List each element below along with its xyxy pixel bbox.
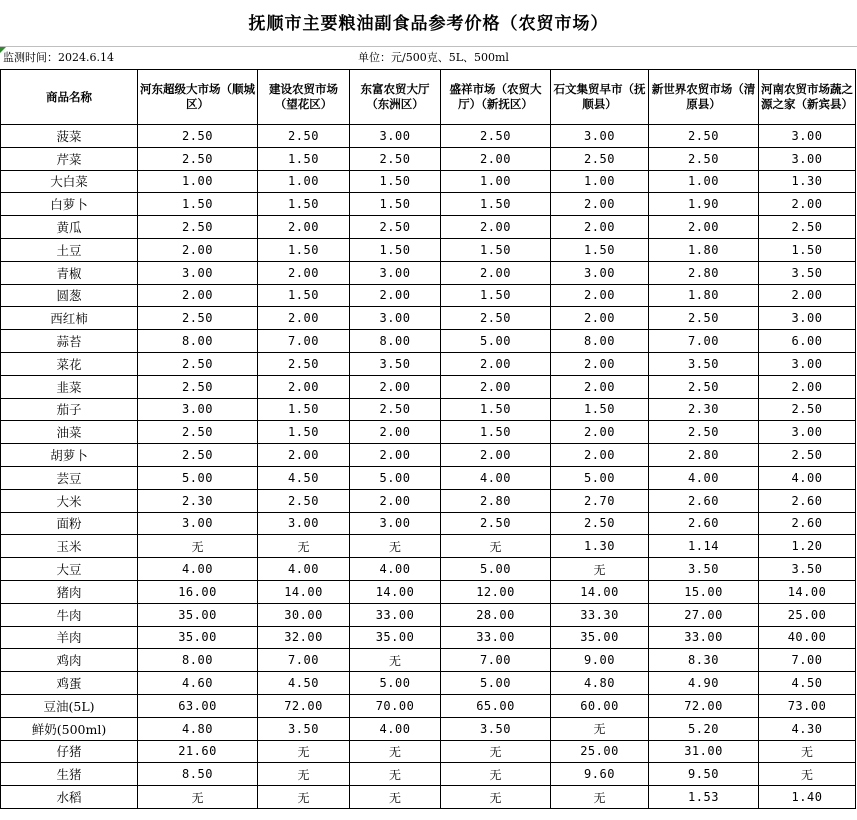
price-cell: 14.00 xyxy=(258,580,350,603)
price-cell: 8.50 xyxy=(138,763,258,786)
table-row xyxy=(1,238,856,261)
price-cell: 7.00 xyxy=(649,330,759,353)
price-cell: 1.80 xyxy=(649,284,759,307)
price-cell: 4.80 xyxy=(138,717,258,740)
price-cell: 70.00 xyxy=(350,694,441,717)
price-cell: 1.14 xyxy=(649,535,759,558)
price-cell: 1.80 xyxy=(649,238,759,261)
price-cell: 2.00 xyxy=(350,421,441,444)
price-cell: 无 xyxy=(350,649,441,672)
price-cell: 2.00 xyxy=(441,352,551,375)
item-name-cell: 面粉 xyxy=(1,512,138,535)
price-cell: 无 xyxy=(138,535,258,558)
price-cell: 2.50 xyxy=(138,421,258,444)
price-cell: 2.00 xyxy=(441,444,551,467)
price-cell: 8.30 xyxy=(649,649,759,672)
price-cell: 35.00 xyxy=(551,626,649,649)
price-cell: 25.00 xyxy=(551,740,649,763)
price-cell: 1.00 xyxy=(441,170,551,193)
price-cell: 2.00 xyxy=(649,216,759,239)
price-cell: 1.50 xyxy=(138,193,258,216)
price-cell: 3.50 xyxy=(258,717,350,740)
price-cell: 无 xyxy=(551,786,649,809)
price-cell: 8.00 xyxy=(138,649,258,672)
item-name-cell: 黄瓜 xyxy=(1,216,138,239)
table-row xyxy=(1,558,856,581)
price-cell: 1.50 xyxy=(258,193,350,216)
price-cell: 4.90 xyxy=(649,672,759,695)
price-cell: 63.00 xyxy=(138,694,258,717)
price-cell: 2.00 xyxy=(350,284,441,307)
item-name-cell: 土豆 xyxy=(1,238,138,261)
price-cell: 35.00 xyxy=(138,603,258,626)
price-cell: 1.00 xyxy=(138,170,258,193)
item-name-cell: 大米 xyxy=(1,489,138,512)
price-cell: 1.50 xyxy=(258,147,350,170)
item-name-cell: 牛肉 xyxy=(1,603,138,626)
price-cell: 2.50 xyxy=(138,307,258,330)
price-cell: 4.00 xyxy=(138,558,258,581)
table-row xyxy=(1,284,856,307)
price-cell: 9.50 xyxy=(649,763,759,786)
table-row xyxy=(1,740,856,763)
price-cell: 4.60 xyxy=(138,672,258,695)
table-row xyxy=(1,193,856,216)
price-cell: 1.50 xyxy=(441,284,551,307)
price-cell: 2.00 xyxy=(759,375,856,398)
price-cell: 2.50 xyxy=(759,398,856,421)
price-cell: 3.50 xyxy=(649,352,759,375)
item-name-cell: 豆油(5L) xyxy=(1,694,138,717)
item-name-cell: 胡萝卜 xyxy=(1,444,138,467)
price-cell: 2.00 xyxy=(350,375,441,398)
table-row xyxy=(1,330,856,353)
item-name-cell: 西红柿 xyxy=(1,307,138,330)
price-cell: 2.00 xyxy=(441,375,551,398)
table-row xyxy=(1,512,856,535)
price-cell: 1.50 xyxy=(551,398,649,421)
price-cell: 2.50 xyxy=(138,444,258,467)
price-cell: 2.50 xyxy=(649,147,759,170)
price-cell: 2.00 xyxy=(138,284,258,307)
price-cell: 5.00 xyxy=(441,558,551,581)
table-row xyxy=(1,466,856,489)
item-name-cell: 大白菜 xyxy=(1,170,138,193)
page-title: 抚顺市主要粮油副食品参考价格（农贸市场） xyxy=(248,14,609,34)
table-row xyxy=(1,535,856,558)
price-cell: 1.20 xyxy=(759,535,856,558)
price-cell: 1.50 xyxy=(258,398,350,421)
price-cell: 无 xyxy=(551,717,649,740)
column-header-market: 河南农贸市场蔬之源之家（新宾县） xyxy=(759,70,856,125)
price-cell: 72.00 xyxy=(258,694,350,717)
price-cell: 3.00 xyxy=(551,261,649,284)
item-name-cell: 青椒 xyxy=(1,261,138,284)
price-cell: 2.50 xyxy=(138,125,258,148)
price-cell: 4.30 xyxy=(759,717,856,740)
price-cell: 1.53 xyxy=(649,786,759,809)
price-cell: 6.00 xyxy=(759,330,856,353)
price-cell: 2.00 xyxy=(551,307,649,330)
price-cell: 2.80 xyxy=(649,261,759,284)
column-header-market: 盛祥市场（农贸大厅）（新抚区） xyxy=(441,70,551,125)
price-cell: 3.00 xyxy=(759,421,856,444)
price-cell: 2.00 xyxy=(258,444,350,467)
price-cell: 2.50 xyxy=(350,216,441,239)
price-cell: 9.00 xyxy=(551,649,649,672)
price-cell: 2.50 xyxy=(441,125,551,148)
table-row xyxy=(1,261,856,284)
price-cell: 12.00 xyxy=(441,580,551,603)
price-cell: 2.00 xyxy=(138,238,258,261)
price-cell: 3.00 xyxy=(258,512,350,535)
table-row xyxy=(1,307,856,330)
price-cell: 5.00 xyxy=(350,672,441,695)
column-header-market: 东富农贸大厅（东洲区） xyxy=(350,70,441,125)
price-cell: 1.50 xyxy=(441,421,551,444)
price-cell: 60.00 xyxy=(551,694,649,717)
price-cell: 无 xyxy=(350,535,441,558)
price-cell: 30.00 xyxy=(258,603,350,626)
price-cell: 1.00 xyxy=(649,170,759,193)
price-cell: 2.30 xyxy=(649,398,759,421)
price-cell: 1.50 xyxy=(258,421,350,444)
price-cell: 2.50 xyxy=(441,307,551,330)
item-name-cell: 白萝卜 xyxy=(1,193,138,216)
price-cell: 无 xyxy=(441,535,551,558)
price-cell: 2.00 xyxy=(350,444,441,467)
price-cell: 3.50 xyxy=(649,558,759,581)
item-name-cell: 鸡肉 xyxy=(1,649,138,672)
price-cell: 4.50 xyxy=(258,466,350,489)
meta-row xyxy=(0,46,857,69)
price-cell: 2.50 xyxy=(138,147,258,170)
price-cell: 无 xyxy=(138,786,258,809)
price-cell: 3.00 xyxy=(350,307,441,330)
price-cell: 33.30 xyxy=(551,603,649,626)
column-header-item: 商品名称 xyxy=(1,70,138,125)
item-name-cell: 鸡蛋 xyxy=(1,672,138,695)
price-cell: 无 xyxy=(350,740,441,763)
price-cell: 3.00 xyxy=(759,147,856,170)
item-name-cell: 菜花 xyxy=(1,352,138,375)
price-cell: 5.00 xyxy=(441,672,551,695)
price-cell: 3.00 xyxy=(350,512,441,535)
table-header-row xyxy=(1,70,856,125)
price-cell: 33.00 xyxy=(350,603,441,626)
price-cell: 4.80 xyxy=(551,672,649,695)
table-row xyxy=(1,352,856,375)
price-cell: 无 xyxy=(551,558,649,581)
price-cell: 7.00 xyxy=(258,330,350,353)
table-row xyxy=(1,216,856,239)
price-cell: 2.00 xyxy=(551,421,649,444)
price-cell: 35.00 xyxy=(350,626,441,649)
price-cell: 2.00 xyxy=(551,352,649,375)
price-cell: 2.60 xyxy=(649,489,759,512)
price-cell: 1.90 xyxy=(649,193,759,216)
table-row xyxy=(1,580,856,603)
price-cell: 5.20 xyxy=(649,717,759,740)
price-cell: 8.00 xyxy=(138,330,258,353)
price-cell: 2.00 xyxy=(258,375,350,398)
item-name-cell: 韭菜 xyxy=(1,375,138,398)
price-cell: 2.50 xyxy=(759,216,856,239)
column-header-market: 新世界农贸市场（清原县） xyxy=(649,70,759,125)
item-name-cell: 圆葱 xyxy=(1,284,138,307)
table-row xyxy=(1,170,856,193)
table-row xyxy=(1,672,856,695)
price-cell: 3.50 xyxy=(350,352,441,375)
price-cell: 25.00 xyxy=(759,603,856,626)
price-cell: 1.50 xyxy=(551,238,649,261)
price-cell: 2.00 xyxy=(258,261,350,284)
item-name-cell: 玉米 xyxy=(1,535,138,558)
item-name-cell: 蒜苔 xyxy=(1,330,138,353)
item-name-cell: 茄子 xyxy=(1,398,138,421)
price-cell: 2.00 xyxy=(551,284,649,307)
price-cell: 14.00 xyxy=(551,580,649,603)
price-cell: 2.00 xyxy=(350,489,441,512)
price-cell: 无 xyxy=(441,740,551,763)
price-table xyxy=(0,69,856,809)
price-cell: 5.00 xyxy=(350,466,441,489)
price-cell: 2.50 xyxy=(258,489,350,512)
price-cell: 3.00 xyxy=(759,307,856,330)
column-header-market: 建设农贸市场（望花区） xyxy=(258,70,350,125)
price-cell: 1.50 xyxy=(441,193,551,216)
price-cell: 2.50 xyxy=(350,147,441,170)
item-name-cell: 生猪 xyxy=(1,763,138,786)
price-cell: 3.50 xyxy=(759,558,856,581)
price-cell: 3.00 xyxy=(138,512,258,535)
price-cell: 1.50 xyxy=(441,238,551,261)
price-cell: 15.00 xyxy=(649,580,759,603)
price-cell: 72.00 xyxy=(649,694,759,717)
price-cell: 2.50 xyxy=(551,147,649,170)
price-cell: 2.00 xyxy=(551,216,649,239)
table-row xyxy=(1,649,856,672)
price-cell: 无 xyxy=(350,786,441,809)
price-cell: 2.60 xyxy=(649,512,759,535)
price-cell: 3.50 xyxy=(441,717,551,740)
item-name-cell: 芸豆 xyxy=(1,466,138,489)
price-cell: 1.50 xyxy=(350,193,441,216)
price-cell: 2.50 xyxy=(258,125,350,148)
price-cell: 3.00 xyxy=(350,125,441,148)
table-row xyxy=(1,444,856,467)
price-cell: 28.00 xyxy=(441,603,551,626)
price-cell: 1.00 xyxy=(258,170,350,193)
price-cell: 1.50 xyxy=(258,238,350,261)
price-cell: 3.00 xyxy=(759,125,856,148)
price-cell: 无 xyxy=(258,740,350,763)
price-cell: 2.00 xyxy=(759,193,856,216)
price-cell: 9.60 xyxy=(551,763,649,786)
price-cell: 3.00 xyxy=(138,398,258,421)
price-cell: 1.50 xyxy=(441,398,551,421)
price-cell: 8.00 xyxy=(350,330,441,353)
price-cell: 3.00 xyxy=(551,125,649,148)
price-cell: 2.80 xyxy=(441,489,551,512)
item-name-cell: 仔猪 xyxy=(1,740,138,763)
price-cell: 4.50 xyxy=(258,672,350,695)
price-cell: 2.00 xyxy=(258,216,350,239)
price-cell: 73.00 xyxy=(759,694,856,717)
item-name-cell: 大豆 xyxy=(1,558,138,581)
price-cell: 21.60 xyxy=(138,740,258,763)
price-cell: 31.00 xyxy=(649,740,759,763)
price-cell: 无 xyxy=(759,740,856,763)
table-row xyxy=(1,375,856,398)
price-cell: 2.60 xyxy=(759,512,856,535)
price-cell: 无 xyxy=(258,763,350,786)
table-row xyxy=(1,763,856,786)
price-cell: 4.00 xyxy=(350,558,441,581)
price-cell: 2.30 xyxy=(138,489,258,512)
table-row xyxy=(1,717,856,740)
price-cell: 2.00 xyxy=(551,444,649,467)
price-cell: 1.40 xyxy=(759,786,856,809)
price-cell: 无 xyxy=(441,763,551,786)
price-cell: 7.00 xyxy=(441,649,551,672)
price-cell: 65.00 xyxy=(441,694,551,717)
price-cell: 2.00 xyxy=(258,307,350,330)
price-cell: 2.50 xyxy=(649,375,759,398)
price-cell: 4.00 xyxy=(258,558,350,581)
table-row xyxy=(1,147,856,170)
price-cell: 无 xyxy=(441,786,551,809)
price-cell: 2.50 xyxy=(258,352,350,375)
price-cell: 4.00 xyxy=(350,717,441,740)
table-body xyxy=(1,125,856,809)
item-name-cell: 猪肉 xyxy=(1,580,138,603)
price-cell: 35.00 xyxy=(138,626,258,649)
price-cell: 2.00 xyxy=(441,261,551,284)
price-cell: 33.00 xyxy=(441,626,551,649)
price-cell: 2.50 xyxy=(350,398,441,421)
price-cell: 2.50 xyxy=(649,125,759,148)
price-cell: 3.00 xyxy=(350,261,441,284)
price-cell: 2.60 xyxy=(759,489,856,512)
table-row xyxy=(1,694,856,717)
price-cell: 5.00 xyxy=(138,466,258,489)
price-cell: 无 xyxy=(258,786,350,809)
price-cell: 1.50 xyxy=(350,170,441,193)
price-cell: 1.50 xyxy=(759,238,856,261)
price-cell: 3.50 xyxy=(759,261,856,284)
price-cell: 2.50 xyxy=(138,375,258,398)
price-cell: 14.00 xyxy=(350,580,441,603)
price-cell: 2.50 xyxy=(551,512,649,535)
item-name-cell: 菠菜 xyxy=(1,125,138,148)
price-cell: 无 xyxy=(258,535,350,558)
price-cell: 无 xyxy=(350,763,441,786)
price-cell: 1.50 xyxy=(350,238,441,261)
price-cell: 7.00 xyxy=(258,649,350,672)
table-row xyxy=(1,626,856,649)
price-cell: 2.00 xyxy=(551,375,649,398)
table-row xyxy=(1,489,856,512)
price-cell: 1.00 xyxy=(551,170,649,193)
price-cell: 7.00 xyxy=(759,649,856,672)
price-cell: 2.00 xyxy=(759,284,856,307)
price-cell: 4.00 xyxy=(441,466,551,489)
table-row xyxy=(1,125,856,148)
price-cell: 4.00 xyxy=(759,466,856,489)
item-name-cell: 芹菜 xyxy=(1,147,138,170)
unit-note: 单位：元/500克、5L、500ml xyxy=(358,51,509,64)
column-header-market: 石文集贸早市（抚顺县） xyxy=(551,70,649,125)
price-cell: 2.50 xyxy=(649,307,759,330)
table-row xyxy=(1,421,856,444)
table-row xyxy=(1,398,856,421)
item-name-cell: 羊肉 xyxy=(1,626,138,649)
price-cell: 2.70 xyxy=(551,489,649,512)
price-cell: 2.00 xyxy=(441,147,551,170)
price-cell: 32.00 xyxy=(258,626,350,649)
item-name-cell: 水稻 xyxy=(1,786,138,809)
price-cell: 1.30 xyxy=(759,170,856,193)
price-cell: 14.00 xyxy=(759,580,856,603)
price-cell: 16.00 xyxy=(138,580,258,603)
price-cell: 40.00 xyxy=(759,626,856,649)
column-header-market: 河东超级大市场（顺城区） xyxy=(138,70,258,125)
price-cell: 33.00 xyxy=(649,626,759,649)
price-cell: 4.00 xyxy=(649,466,759,489)
price-cell: 2.50 xyxy=(759,444,856,467)
price-cell: 2.50 xyxy=(138,352,258,375)
monitor-date: 监测时间：2024.6.14 xyxy=(3,51,114,64)
price-cell: 5.00 xyxy=(551,466,649,489)
price-cell: 2.80 xyxy=(649,444,759,467)
price-cell: 1.50 xyxy=(258,284,350,307)
table-row xyxy=(1,786,856,809)
price-cell: 3.00 xyxy=(759,352,856,375)
price-cell: 1.30 xyxy=(551,535,649,558)
price-cell: 4.50 xyxy=(759,672,856,695)
price-cell: 5.00 xyxy=(441,330,551,353)
item-name-cell: 鲜奶(500ml) xyxy=(1,717,138,740)
price-cell: 无 xyxy=(759,763,856,786)
table-row xyxy=(1,603,856,626)
price-cell: 3.00 xyxy=(138,261,258,284)
price-cell: 2.00 xyxy=(441,216,551,239)
item-name-cell: 油菜 xyxy=(1,421,138,444)
price-cell: 2.50 xyxy=(441,512,551,535)
price-cell: 2.50 xyxy=(649,421,759,444)
price-cell: 2.50 xyxy=(138,216,258,239)
price-cell: 2.00 xyxy=(551,193,649,216)
price-cell: 27.00 xyxy=(649,603,759,626)
price-cell: 8.00 xyxy=(551,330,649,353)
